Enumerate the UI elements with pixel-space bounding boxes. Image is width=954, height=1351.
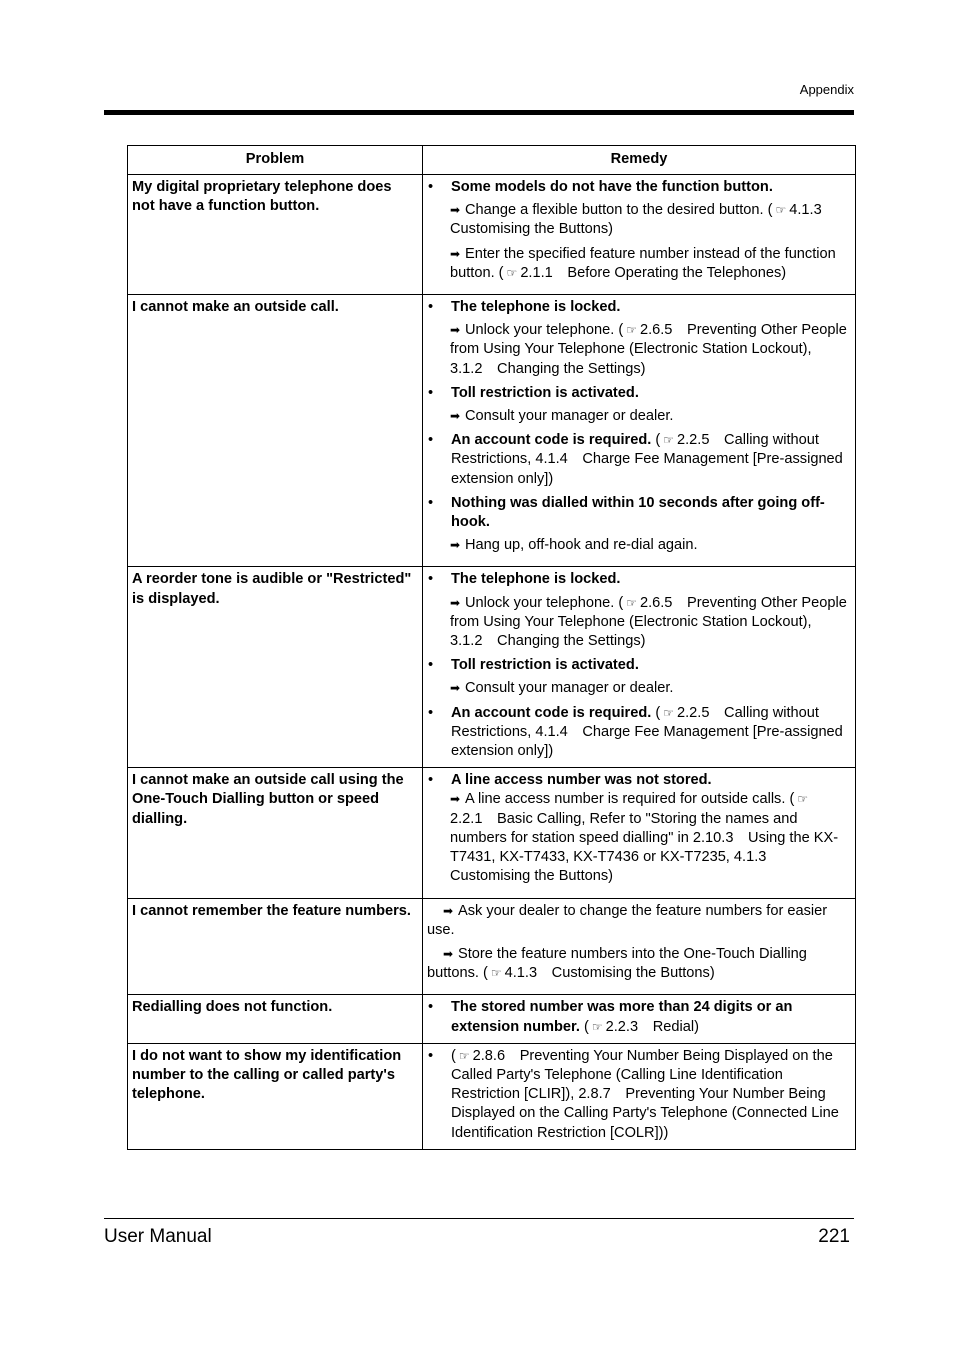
cause-text: Some models do not have the function button. bbox=[451, 179, 773, 195]
table-header-row bbox=[128, 146, 856, 175]
reference-icon: ☞ bbox=[663, 433, 674, 448]
arrow-icon: ➡ bbox=[450, 323, 461, 338]
table-row bbox=[128, 567, 856, 768]
remedy-cell bbox=[423, 567, 856, 768]
bullet-icon: • bbox=[428, 571, 434, 588]
reference-icon: ☞ bbox=[591, 1019, 603, 1034]
cause-item bbox=[427, 384, 849, 403]
cause-text: A line access number was not stored. bbox=[451, 772, 712, 789]
step-text: Change a flexible button to the desired button. ( bbox=[465, 202, 773, 219]
arrow-icon: ➡ bbox=[443, 946, 454, 961]
table-row bbox=[128, 768, 856, 898]
cause-item: • The stored number was more than 24 digits or an extension number. ( ☞ 2.2.3 Redial) bbox=[427, 998, 849, 1036]
reference-text: 2.2.5 Calling without Restrictions, 4.1.4 Charge Fee Management [Pre-assigned extension only]) bbox=[451, 704, 843, 760]
bullet-icon: • bbox=[428, 657, 434, 674]
reference-icon: ☞ bbox=[626, 595, 637, 610]
section-label: Appendix bbox=[799, 82, 854, 97]
cause-text: The telephone is locked. bbox=[451, 571, 621, 588]
remedy-step bbox=[450, 594, 849, 652]
cause-item bbox=[427, 1047, 849, 1143]
step-text: Hang up, off-hook and re-dial again. bbox=[465, 537, 698, 554]
bullet-icon: • bbox=[428, 772, 434, 789]
bullet-icon: • bbox=[428, 494, 434, 511]
reference-icon: ☞ bbox=[490, 966, 502, 981]
cause-text: Toll restriction is activated. bbox=[451, 384, 639, 401]
remedy-cell bbox=[423, 295, 856, 567]
bullet-icon: • bbox=[428, 299, 434, 316]
reference-icon: ☞ bbox=[458, 1048, 470, 1063]
cause-item bbox=[427, 298, 849, 317]
remedy-step bbox=[450, 536, 849, 555]
step-text: Unlock your telephone. ( bbox=[465, 594, 624, 611]
cause-text: The telephone is locked. bbox=[451, 299, 621, 316]
reference-text: 2.8.6 Preventing Your Number Being Displayed on the Called Party's Telephone (Calling Line Identification Restriction [CLIR]), 2.8.7 Preventing Your Number Being Displayed on the Calling Party's Telephone (Connected Line Identification Restriction [COLR])) bbox=[451, 1047, 839, 1141]
cause-text: An account code is required. bbox=[451, 704, 652, 721]
problem-cell: I cannot make an outside call. bbox=[128, 295, 423, 567]
remedy-step bbox=[450, 407, 849, 426]
remedy-step bbox=[427, 945, 849, 983]
remedy-cell bbox=[423, 175, 856, 295]
remedy-step bbox=[450, 790, 849, 886]
arrow-icon: ➡ bbox=[450, 792, 461, 807]
remedy-cell bbox=[423, 768, 856, 898]
bullet-icon: • bbox=[428, 704, 434, 721]
remedy-step bbox=[450, 245, 849, 283]
step-text: Ask your dealer to change the feature numbers for easier use. bbox=[427, 902, 828, 938]
cause-text: Toll restriction is activated. bbox=[451, 657, 639, 674]
table-row bbox=[128, 1043, 856, 1149]
table-row bbox=[128, 995, 856, 1043]
cause-text: Nothing was dialled within 10 seconds after going off-hook. bbox=[451, 494, 825, 531]
arrow-icon: ➡ bbox=[443, 903, 454, 918]
bullet-icon: • bbox=[428, 999, 434, 1016]
remedy-step bbox=[450, 679, 849, 698]
problem-cell: My digital proprietary telephone does not have a function button. bbox=[128, 175, 423, 295]
step-text: Consult your manager or dealer. bbox=[465, 408, 674, 425]
reference-text: 2.6.5 Preventing Other People from Using Your Telephone (Electronic Station Lockout), 3.1.2 Changing the Settings) bbox=[450, 322, 847, 377]
reference-icon: ☞ bbox=[797, 792, 809, 807]
cause-item bbox=[427, 570, 849, 589]
bullet-icon: • bbox=[428, 1047, 434, 1064]
reference-text: 2.6.5 Preventing Other People from Using Your Telephone (Electronic Station Lockout), 3.1.2 Changing the Settings) bbox=[450, 594, 847, 650]
problem-column-header: Problem bbox=[128, 146, 423, 175]
arrow-icon: ➡ bbox=[450, 203, 461, 218]
footer-title: User Manual bbox=[104, 1226, 212, 1247]
reference-icon: ☞ bbox=[626, 323, 637, 338]
remedy-column-header: Remedy bbox=[423, 146, 856, 175]
reference-text: 2.2.5 Calling without Restrictions, 4.1.4 Charge Fee Management [Pre-assigned extension only]) bbox=[451, 432, 843, 487]
reference-icon: ☞ bbox=[506, 265, 518, 280]
header-rule bbox=[104, 110, 854, 115]
reference-text: 4.1.3 Customising the Buttons) bbox=[450, 202, 837, 238]
remedy-step bbox=[450, 201, 849, 239]
cause-item: • An account code is required. ( ☞ 2.2.5 Calling without Restrictions, 4.1.4 Charge Fee Management [Pre-assigned extension only]) bbox=[427, 431, 849, 489]
remedy-cell bbox=[423, 1043, 856, 1149]
remedy-step bbox=[427, 902, 849, 940]
problem-cell: I do not want to show my identification number to the calling or called party's telephone. bbox=[128, 1043, 423, 1149]
bullet-icon: • bbox=[428, 384, 434, 401]
cause-item bbox=[427, 178, 849, 197]
problem-cell: I cannot remember the feature numbers. bbox=[128, 898, 423, 995]
cause-text: An account code is required. bbox=[451, 432, 652, 449]
remedy-cell bbox=[423, 995, 856, 1043]
reference-text: 2.2.3 Redial) bbox=[605, 1018, 699, 1035]
arrow-icon: ➡ bbox=[450, 246, 461, 261]
troubleshooting-table bbox=[127, 145, 856, 1150]
arrow-icon: ➡ bbox=[450, 681, 461, 696]
table-row bbox=[128, 295, 856, 567]
cause-item bbox=[427, 656, 849, 675]
table-row bbox=[128, 175, 856, 295]
reference-text: 2.2.1 Basic Calling, Refer to "Storing the names and numbers for station speed dialling" in 2.10.3 Using the KX-T7431, KX-T7433, KX-T7436 or KX-T7235, 4.1.3 Customising the Buttons) bbox=[450, 810, 839, 885]
reference-icon: ☞ bbox=[663, 705, 674, 720]
problem-cell: I cannot make an outside call using the One-Touch Dialling button or speed dialling. bbox=[128, 768, 423, 898]
reference-icon: ☞ bbox=[775, 203, 787, 218]
step-text: Enter the specified feature number instead of the function button. ( bbox=[450, 245, 836, 281]
bullet-icon: • bbox=[428, 179, 434, 195]
table-row bbox=[128, 898, 856, 995]
cause-item bbox=[427, 494, 849, 532]
remedy-cell bbox=[423, 898, 856, 995]
reference-text: 2.1.1 Before Operating the Telephones) bbox=[520, 264, 787, 281]
problem-cell: Redialling does not function. bbox=[128, 995, 423, 1043]
step-text: Store the feature numbers into the One-Touch Dialling buttons. ( bbox=[427, 945, 807, 982]
arrow-icon: ➡ bbox=[450, 595, 461, 610]
bullet-icon: • bbox=[428, 432, 434, 449]
problem-cell: A reorder tone is audible or "Restricted" is displayed. bbox=[128, 567, 423, 768]
footer-rule bbox=[104, 1218, 854, 1219]
cause-item: • An account code is required. ( ☞ 2.2.5 Calling without Restrictions, 4.1.4 Charge Fee Management [Pre-assigned extension only]) bbox=[427, 704, 849, 762]
page-number: 221 bbox=[818, 1226, 850, 1247]
reference-text: 4.1.3 Customising the Buttons) bbox=[504, 965, 715, 982]
remedy-step bbox=[450, 321, 849, 379]
step-text: Consult your manager or dealer. bbox=[465, 680, 674, 697]
step-text: A line access number is required for outside calls. ( bbox=[465, 791, 795, 808]
paren-text: ( bbox=[451, 1047, 456, 1064]
arrow-icon: ➡ bbox=[450, 409, 461, 424]
step-text: Unlock your telephone. ( bbox=[465, 322, 624, 339]
arrow-icon: ➡ bbox=[450, 538, 461, 553]
cause-item bbox=[427, 771, 849, 790]
cause-text: The stored number was more than 24 digits or an extension number. bbox=[451, 999, 793, 1035]
